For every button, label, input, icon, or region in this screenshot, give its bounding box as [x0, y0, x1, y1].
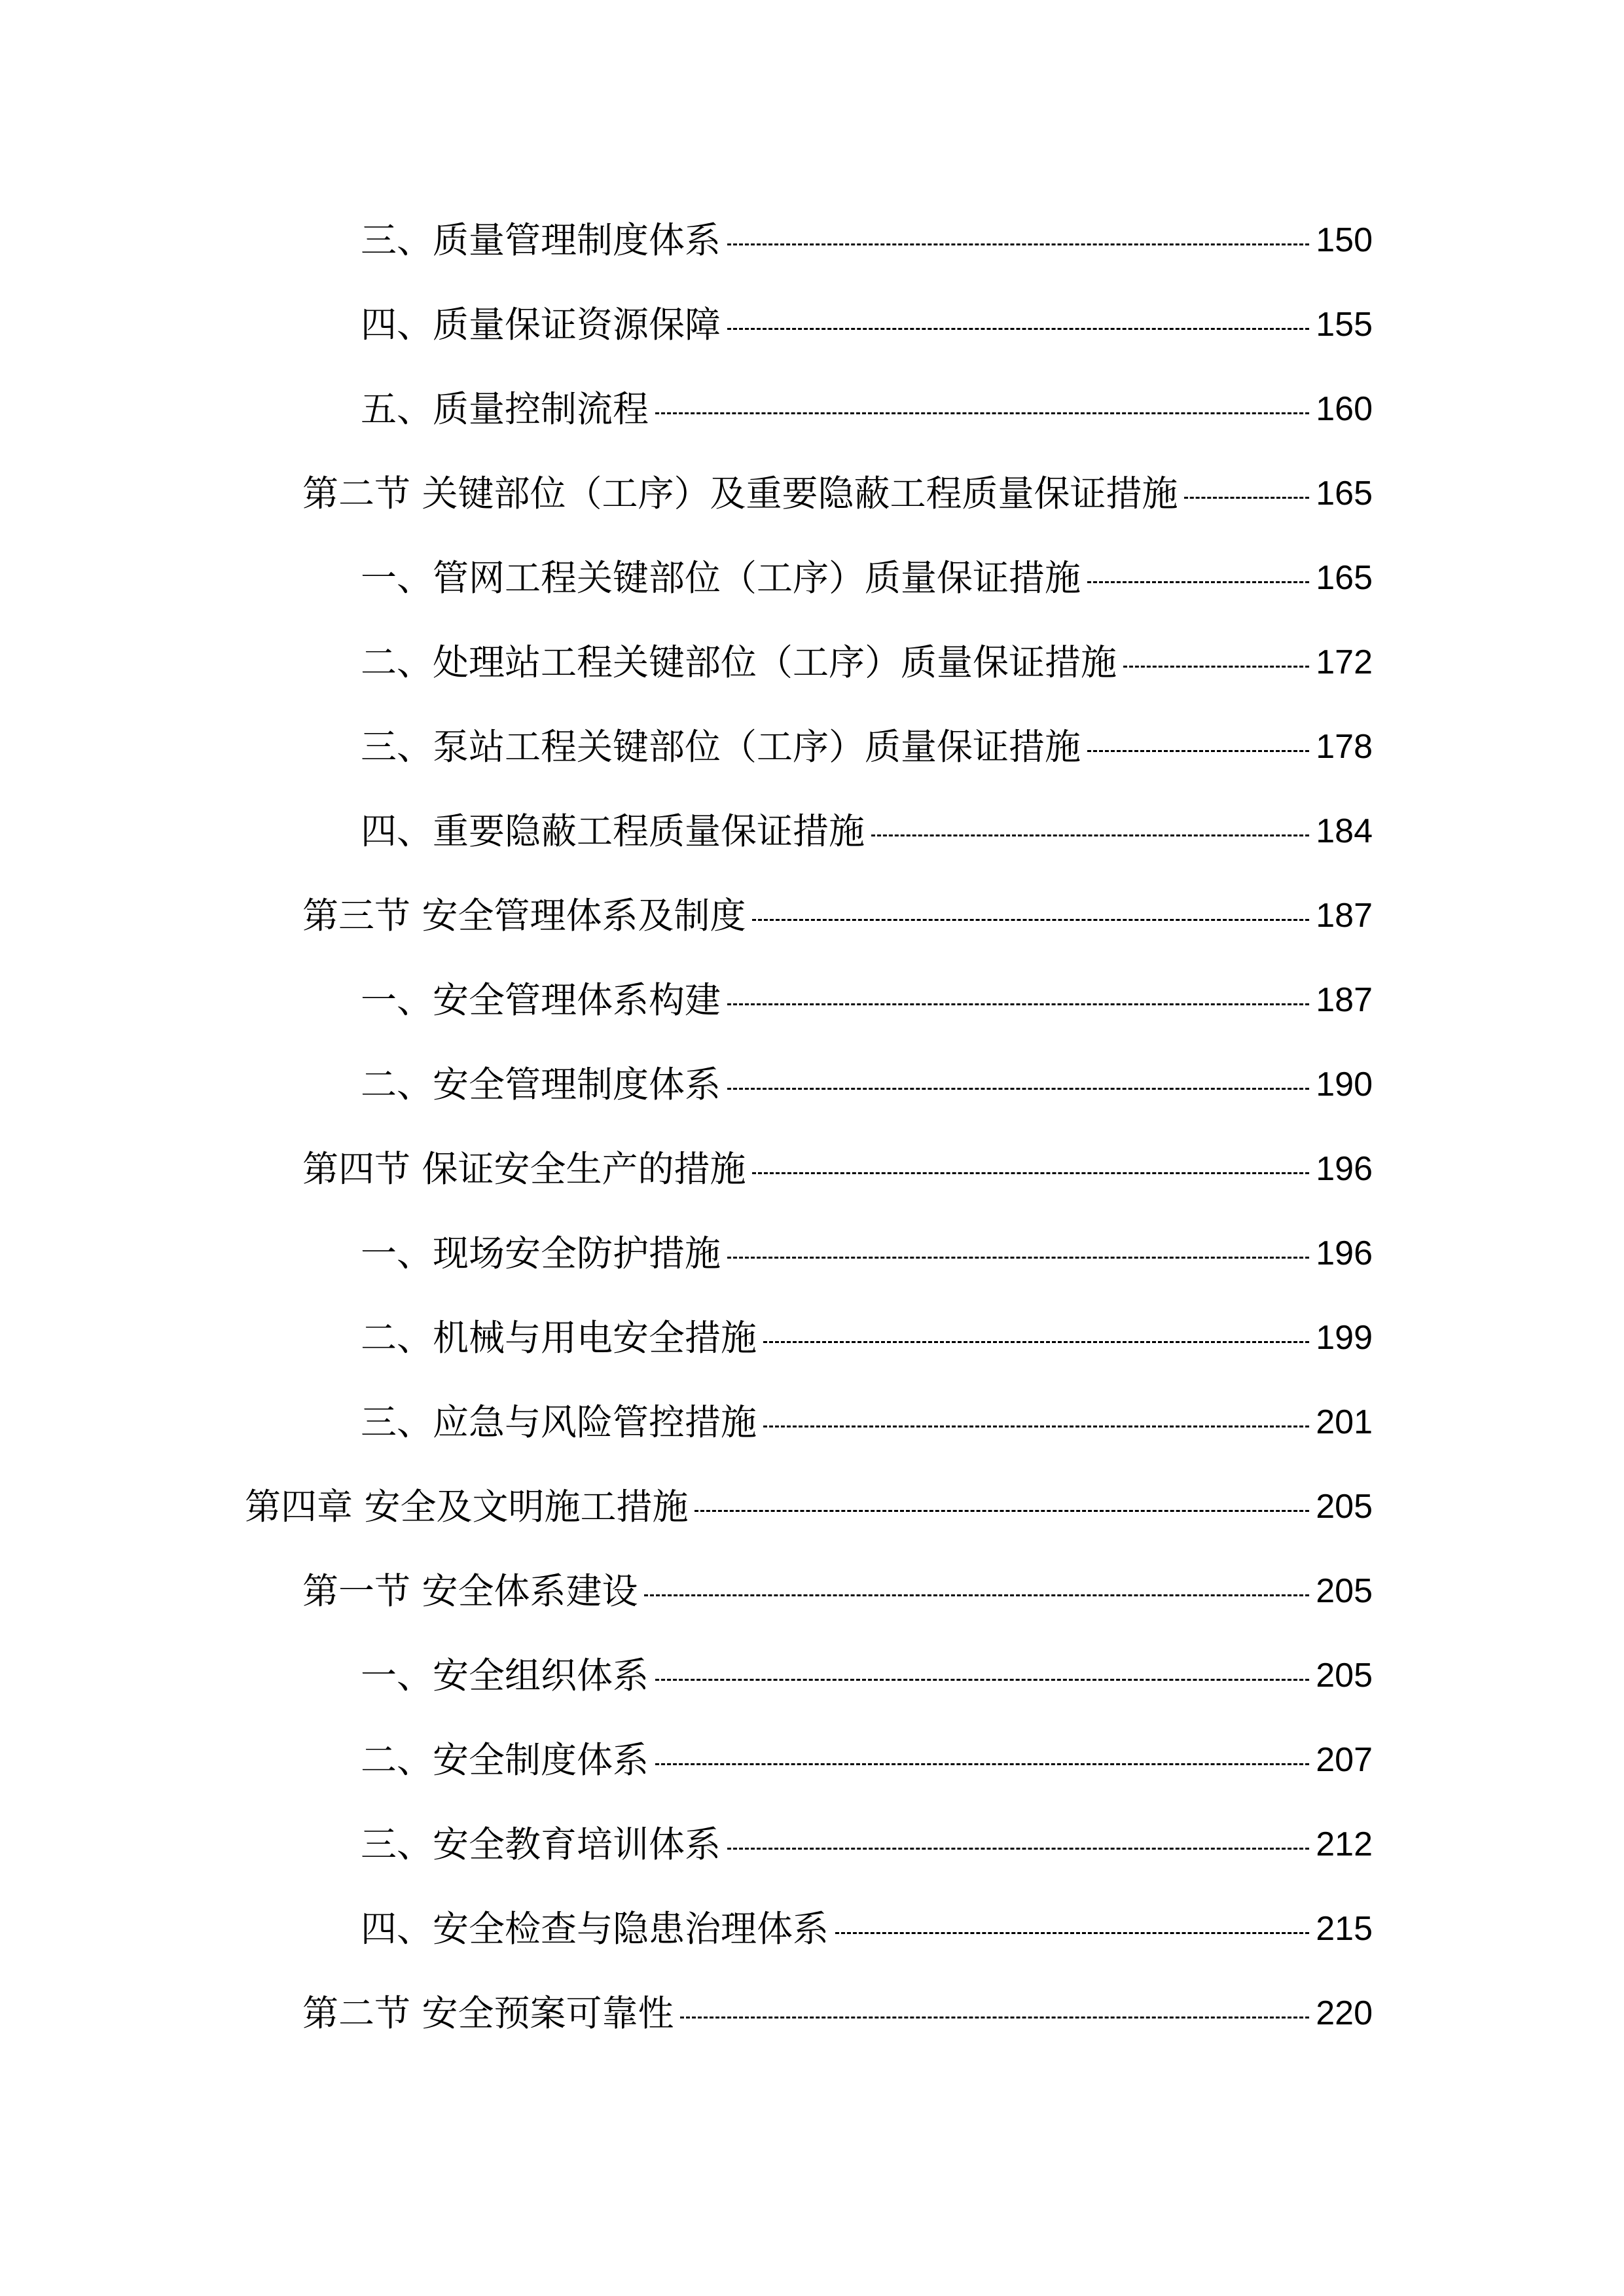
- toc-entry-title: 三、泵站工程关键部位（工序）质量保证措施: [361, 725, 1081, 768]
- toc-page-number: 196: [1316, 1234, 1373, 1272]
- toc-entry[interactable]: [361, 1221, 1373, 1286]
- toc-entry-title: 三、安全教育培训体系: [361, 1823, 721, 1865]
- toc-entry-title: 三、质量管理制度体系: [361, 219, 721, 261]
- toc-entry-title: 一、安全管理体系构建: [361, 978, 721, 1021]
- toc-entry[interactable]: [361, 1812, 1373, 1877]
- toc-entry-title: 一、安全组织体系: [361, 1654, 649, 1696]
- toc-leader-dots: [655, 1763, 1309, 1765]
- toc-entry[interactable]: [361, 292, 1373, 357]
- toc-page-number: 212: [1316, 1825, 1373, 1863]
- toc-entry[interactable]: [361, 967, 1373, 1033]
- toc-entry[interactable]: [361, 1896, 1373, 1962]
- toc-page-number: 184: [1316, 812, 1373, 850]
- toc-entry[interactable]: [361, 376, 1373, 442]
- toc-entry-title: 第四节 保证安全生产的措施: [302, 1147, 746, 1190]
- toc-page-number: 205: [1316, 1488, 1373, 1526]
- toc-leader-dots: [680, 2017, 1309, 2018]
- toc-entry-title: 第二节 关键部位（工序）及重要隐蔽工程质量保证措施: [302, 472, 1178, 514]
- toc-entry[interactable]: [361, 1052, 1373, 1117]
- toc-page-number: 201: [1316, 1403, 1373, 1441]
- toc-leader-dots: [763, 1341, 1309, 1343]
- toc-leader-dots: [752, 919, 1309, 921]
- toc-page-number: 160: [1316, 390, 1373, 428]
- toc-page-number: 196: [1316, 1150, 1373, 1188]
- toc-leader-dots: [727, 1003, 1309, 1005]
- toc-entry-title: 二、安全管理制度体系: [361, 1063, 721, 1105]
- toc-entry-title: 一、管网工程关键部位（工序）质量保证措施: [361, 556, 1081, 599]
- toc-page-number: 178: [1316, 728, 1373, 766]
- toc-page-number: 190: [1316, 1066, 1373, 1103]
- toc-entry[interactable]: [361, 630, 1373, 695]
- toc-entry[interactable]: [302, 883, 1373, 948]
- toc-page-number: 187: [1316, 897, 1373, 935]
- toc-entry-title: 二、安全制度体系: [361, 1738, 649, 1781]
- toc-entry-title: 三、应急与风险管控措施: [361, 1401, 757, 1443]
- toc-entry-title: 四、质量保证资源保障: [361, 303, 721, 346]
- toc-entry-title: 第四章 安全及文明施工措施: [245, 1485, 689, 1528]
- toc-page-number: 155: [1316, 306, 1373, 344]
- toc-page-number: 205: [1316, 1572, 1373, 1610]
- toc-entry-title: 二、处理站工程关键部位（工序）质量保证措施: [361, 641, 1117, 683]
- toc-leader-dots: [727, 328, 1309, 330]
- toc-entry-title: 四、安全检查与隐患治理体系: [361, 1907, 829, 1950]
- toc-leader-dots: [727, 1088, 1309, 1090]
- toc-leader-dots: [752, 1172, 1309, 1174]
- toc-leader-dots: [727, 243, 1309, 245]
- toc-entry[interactable]: [361, 545, 1373, 611]
- toc-leader-dots: [727, 1848, 1309, 1850]
- toc-leader-dots: [644, 1594, 1309, 1596]
- toc-entry[interactable]: [245, 1474, 1373, 1539]
- toc-leader-dots: [1087, 750, 1309, 752]
- toc-page-number: 187: [1316, 981, 1373, 1019]
- toc-entry[interactable]: [302, 1558, 1373, 1624]
- toc-leader-dots: [727, 1257, 1309, 1259]
- toc-leader-dots: [655, 1679, 1309, 1681]
- toc-entry[interactable]: [302, 1136, 1373, 1202]
- toc-entry[interactable]: [302, 461, 1373, 526]
- toc-entry-title: 一、现场安全防护措施: [361, 1232, 721, 1274]
- toc-leader-dots: [655, 412, 1309, 414]
- toc-entry-title: 第三节 安全管理体系及制度: [302, 894, 746, 937]
- toc-page-number: 215: [1316, 1910, 1373, 1948]
- toc-page-number: 165: [1316, 559, 1373, 597]
- toc-page-number: 165: [1316, 475, 1373, 512]
- toc-entry-title: 第二节 安全预案可靠性: [302, 1992, 674, 2034]
- toc-entry-title: 二、机械与用电安全措施: [361, 1316, 757, 1359]
- toc-leader-dots: [695, 1510, 1309, 1512]
- toc-leader-dots: [835, 1932, 1309, 1934]
- toc-leader-dots: [1087, 581, 1309, 583]
- toc-entry[interactable]: [361, 798, 1373, 864]
- toc-leader-dots: [1184, 497, 1309, 499]
- toc-leader-dots: [871, 834, 1309, 836]
- toc-leader-dots: [1123, 666, 1309, 668]
- toc-page-number: 199: [1316, 1319, 1373, 1357]
- toc-entry[interactable]: [302, 1981, 1373, 2046]
- toc-page-number: 207: [1316, 1741, 1373, 1779]
- toc-entry-title: 第一节 安全体系建设: [302, 1570, 638, 1612]
- toc-page-number: 172: [1316, 643, 1373, 681]
- toc-entry[interactable]: [361, 1390, 1373, 1455]
- toc-entry[interactable]: [361, 1727, 1373, 1793]
- toc-entry[interactable]: [361, 1305, 1373, 1371]
- toc-entry[interactable]: [361, 207, 1373, 273]
- toc-page-number: 205: [1316, 1657, 1373, 1695]
- toc-entry-title: 五、质量控制流程: [361, 387, 649, 430]
- toc-entry[interactable]: [361, 1643, 1373, 1708]
- toc-entry-title: 四、重要隐蔽工程质量保证措施: [361, 810, 865, 852]
- toc-leader-dots: [763, 1426, 1309, 1427]
- toc-page-number: 220: [1316, 1994, 1373, 2032]
- toc-entry[interactable]: [361, 714, 1373, 780]
- toc-page-number: 150: [1316, 221, 1373, 259]
